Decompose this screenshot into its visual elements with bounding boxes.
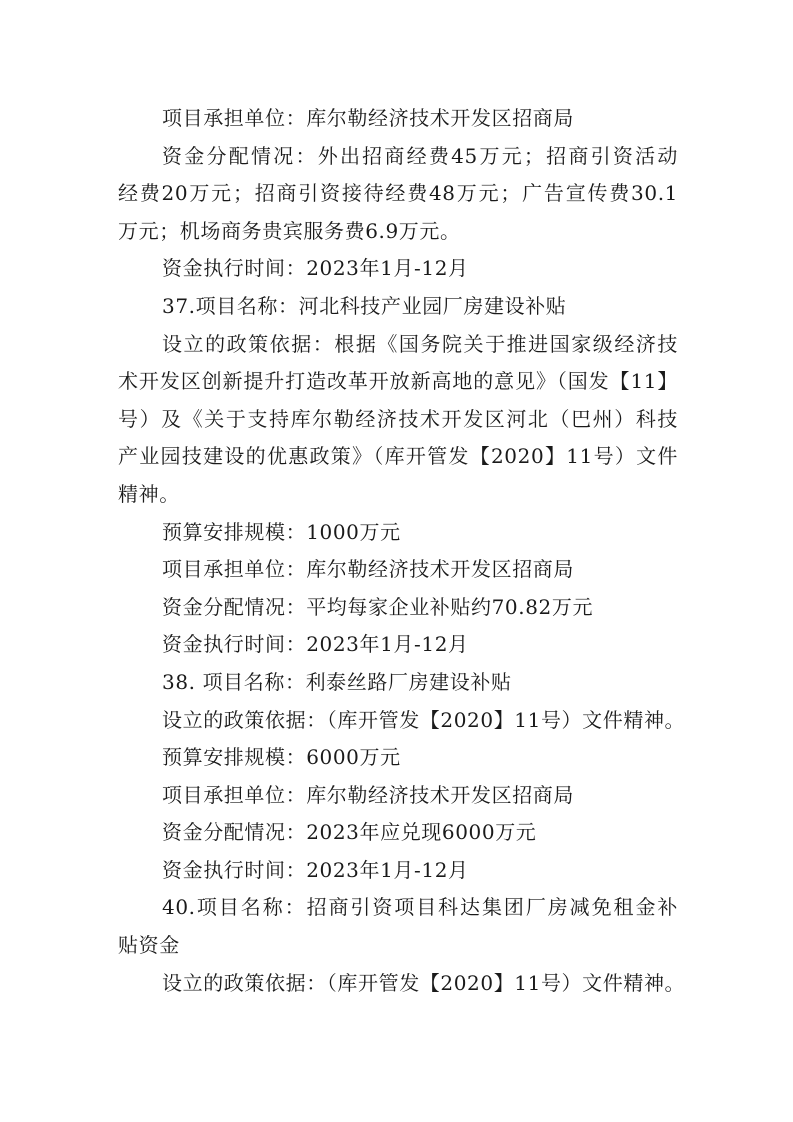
text-line-policy-basis: 设立的政策依据：（库开管发【2020】11号）文件精神。 bbox=[162, 970, 686, 995]
text-line-fund-allocation-cont: 经费20万元；招商引资接待经费48万元；广告宣传费30.1 bbox=[118, 181, 678, 206]
text-line-policy-basis-cont-1: 术开发区创新提升打造改革开放新高地的意见》（国发【11】 bbox=[118, 369, 678, 394]
text-line-policy-basis: 设立的政策依据：根据《国务院关于推进国家级经济技 bbox=[162, 331, 678, 356]
text-line-project-37-title: 37.项目名称：河北科技产业园厂房建设补贴 bbox=[162, 293, 567, 318]
text-line-project-unit: 项目承担单位：库尔勒经济技术开发区招商局 bbox=[162, 106, 574, 130]
text-line-policy-basis-cont-3: 产业园技建设的优惠政策》（库开管发【2020】11号）文件 bbox=[118, 444, 678, 469]
text-line-fund-allocation-end: 万元；机场商务贵宾服务费6.9万元。 bbox=[118, 218, 461, 243]
text-line-execution-time: 资金执行时间：2023年1月-12月 bbox=[162, 632, 469, 657]
text-line-project-unit: 项目承担单位：库尔勒经济技术开发区招商局 bbox=[162, 557, 574, 582]
text-line-budget-scale: 预算安排规模：6000万元 bbox=[162, 745, 401, 770]
text-line-policy-basis-cont-2: 号）及《关于支持库尔勒经济技术开发区河北（巴州）科技 bbox=[118, 406, 678, 431]
text-line-project-unit: 项目承担单位：库尔勒经济技术开发区招商局 bbox=[162, 782, 574, 807]
text-line-execution-time: 资金执行时间：2023年1月-12月 bbox=[162, 256, 469, 281]
text-line-policy-basis-end: 精神。 bbox=[118, 481, 180, 506]
text-line-fund-allocation: 资金分配情况：平均每家企业补贴约70.82万元 bbox=[162, 594, 594, 619]
text-line-project-40-title: 40.项目名称：招商引资项目科达集团厂房减免租金补 bbox=[162, 895, 678, 920]
text-line-project-38-title: 38. 项目名称：利泰丝路厂房建设补贴 bbox=[162, 669, 512, 694]
text-line-project-40-title-end: 贴资金 bbox=[118, 933, 180, 958]
text-line-fund-allocation: 资金分配情况：2023年应兑现6000万元 bbox=[162, 820, 537, 845]
text-line-budget-scale: 预算安排规模：1000万元 bbox=[162, 519, 401, 544]
text-line-policy-basis: 设立的政策依据：（库开管发【2020】11号）文件精神。 bbox=[162, 707, 686, 732]
document-body bbox=[118, 100, 686, 1002]
text-line-execution-time: 资金执行时间：2023年1月-12月 bbox=[162, 857, 469, 882]
text-line-fund-allocation: 资金分配情况：外出招商经费45万元；招商引资活动 bbox=[162, 143, 678, 168]
